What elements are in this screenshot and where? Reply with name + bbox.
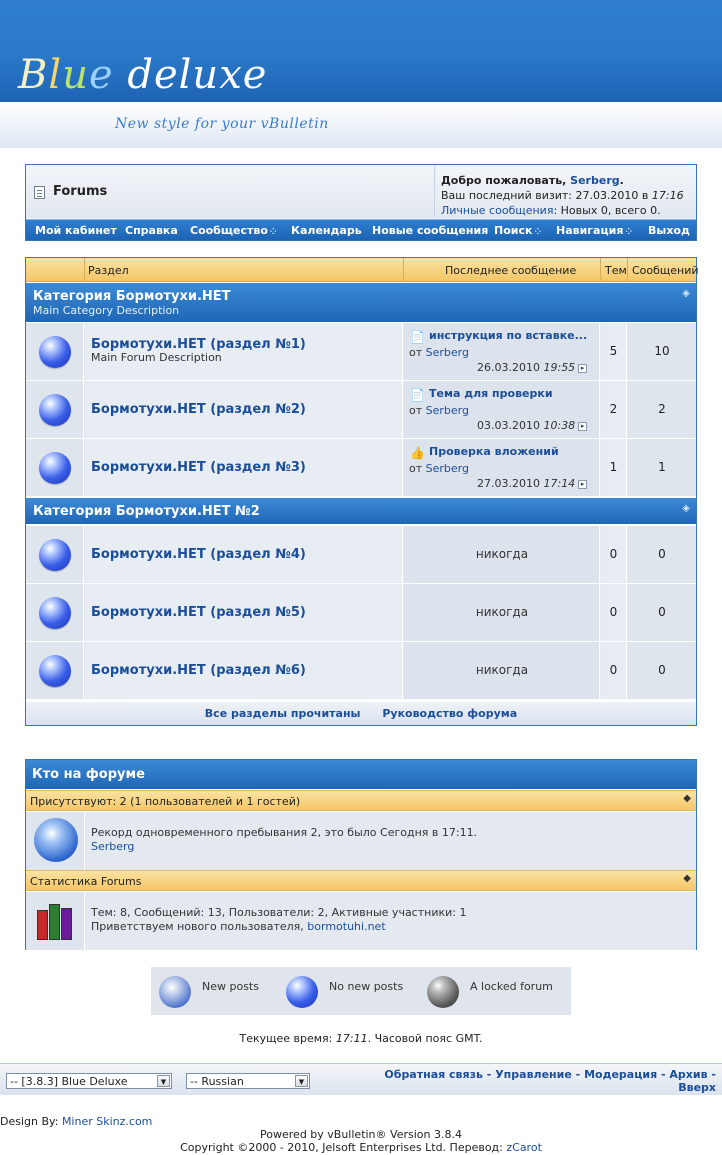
online-users-panel [26, 812, 696, 870]
archive-link[interactable]: Архив [669, 1068, 708, 1081]
go-to-last-post-icon[interactable]: ▸ [578, 422, 587, 431]
time-value: 17:11 [335, 1032, 368, 1045]
forum-stats [91, 906, 466, 934]
never-text: никогда [475, 605, 529, 619]
new-posts-icon [159, 976, 191, 1008]
site-tagline: New style for your vBulletin [115, 116, 329, 132]
document-icon: 📄 [410, 388, 425, 402]
mark-all-read-link[interactable]: Все разделы прочитаны [204, 707, 361, 720]
post-count: 0 [628, 526, 696, 583]
last-visit-time: 17:16 [651, 189, 684, 202]
timezone-text: . Часовой пояс GMT. [367, 1032, 483, 1045]
no-new-posts-icon [39, 336, 71, 368]
nav-search-label: Поиск [494, 224, 533, 237]
go-to-last-post-icon[interactable]: ▸ [578, 364, 587, 373]
time-text: 17:14 [543, 477, 576, 490]
thread-count: 1 [601, 439, 627, 496]
forum-title-link[interactable]: Бормотухи.НЕТ (раздел №1) [91, 337, 306, 352]
post-count: 2 [628, 381, 696, 438]
welcome-suffix: . [619, 174, 624, 187]
last-post-user-link[interactable]: Serberg [425, 404, 469, 417]
last-post-title-link[interactable]: Проверка вложений [429, 445, 559, 458]
book-shape [49, 904, 60, 940]
chevron-down-icon: ▼ [157, 1075, 170, 1087]
footer-links: Обратная связь - Управление - Модерация - Архив - Вверх [384, 1068, 716, 1094]
forum-title-link[interactable]: Бормотухи.НЕТ (раздел №2) [91, 402, 306, 417]
forum-row [26, 584, 696, 642]
legend-locked-forum: A locked forum [470, 980, 553, 993]
newest-member-label: Приветствуем нового пользователя, [91, 920, 308, 933]
nav-calendar[interactable]: Календарь [291, 224, 362, 237]
forum-row [26, 526, 696, 584]
legend-no-new-posts: No new posts [329, 980, 404, 993]
forum-title-cell [85, 439, 403, 496]
dropdown-icon: ⁘ [534, 227, 542, 236]
breadcrumb [26, 165, 435, 218]
collapse-icon[interactable]: ◆ [683, 873, 691, 884]
thread-count: 2 [601, 381, 627, 438]
header-divider [84, 258, 85, 282]
nav-search[interactable] [494, 224, 541, 237]
style-chooser-select[interactable] [6, 1073, 172, 1089]
last-post-by [409, 404, 469, 417]
forum-list-table [25, 257, 697, 726]
collapse-icon[interactable]: ◈ [682, 288, 690, 299]
last-post-cell [404, 584, 600, 641]
online-count-bar [26, 790, 696, 811]
online-icon-cell [26, 812, 85, 870]
navbar-box [25, 164, 697, 241]
moderation-link[interactable]: Модерация [584, 1068, 658, 1081]
col-posts: Сообщений [632, 264, 699, 277]
logo-letter: B [18, 52, 49, 98]
books-stats-icon [35, 900, 75, 940]
language-chooser-value: -- Russian [190, 1075, 244, 1088]
nav-logout[interactable]: Выход [648, 224, 690, 237]
copyright-text: Copyright ©2000 - 2010, Jelsoft Enterprises Ltd. Перевод: [180, 1141, 507, 1154]
header-tagline-band [0, 102, 722, 148]
forum-status-cell [26, 642, 84, 699]
post-count: 1 [628, 439, 696, 496]
last-visit [441, 188, 696, 203]
forum-title-link[interactable]: Бормотухи.НЕТ (раздел №4) [91, 547, 306, 562]
forum-description: Main Forum Description [91, 351, 222, 364]
nav-community[interactable] [190, 224, 277, 237]
category-description: Main Category Description [33, 304, 180, 317]
stats-icon-cell [26, 892, 85, 950]
last-post-cell [404, 323, 600, 380]
last-post-date [477, 419, 587, 432]
logo-letter: e [88, 52, 114, 98]
post-count: 10 [628, 323, 696, 380]
col-forum: Раздел [88, 264, 129, 277]
go-to-last-post-icon[interactable]: ▸ [578, 480, 587, 489]
collapse-icon[interactable]: ◆ [683, 793, 691, 804]
nav-navigation-label: Навигация [556, 224, 624, 237]
forum-list-footer [26, 702, 696, 725]
stats-text: Тем: 8, Сообщений: 13, Пользователи: 2, Активные участники: 1 [91, 906, 467, 919]
forum-title-link[interactable]: Бормотухи.НЕТ (раздел №5) [91, 605, 306, 620]
no-new-posts-icon [39, 394, 71, 426]
site-logo[interactable] [18, 52, 267, 98]
contact-us-link[interactable]: Обратная связь [384, 1068, 483, 1081]
online-user-link[interactable]: Serberg [91, 840, 135, 853]
book-shape [61, 908, 72, 940]
users-online-icon [34, 818, 78, 862]
post-count: 0 [628, 642, 696, 699]
never-text: никогда [475, 547, 529, 561]
collapse-icon[interactable]: ◈ [682, 503, 690, 514]
category-header [26, 283, 696, 322]
whos-online-title[interactable]: Кто на форуме [26, 760, 696, 789]
online-record [91, 826, 477, 854]
admin-link[interactable]: Управление [495, 1068, 572, 1081]
by-label: от [409, 404, 423, 417]
nav-bar [26, 219, 696, 240]
by-label: от [409, 346, 423, 359]
welcome-line [441, 173, 696, 188]
forum-row [26, 381, 696, 439]
translator-link[interactable]: zCarot [506, 1141, 542, 1154]
time-text: 19:55 [543, 361, 576, 374]
newest-member [91, 920, 466, 934]
locked-forum-icon [427, 976, 459, 1008]
last-visit-text: Ваш последний визит: 27.03.2010 в [441, 189, 652, 202]
current-time [0, 1032, 722, 1045]
forum-title-link[interactable]: Бормотухи.НЕТ (раздел №3) [91, 460, 306, 475]
chevron-down-icon: ▼ [295, 1075, 308, 1087]
date-text: 27.03.2010 [477, 477, 540, 490]
last-post-cell [404, 381, 600, 438]
header-divider [627, 258, 628, 282]
col-threads: Тем [605, 264, 627, 277]
forum-row [26, 642, 696, 700]
book-shape [37, 910, 48, 940]
whos-online-box [25, 759, 697, 950]
forum-title-cell [85, 584, 403, 641]
thumbs-up-icon: 👍 [410, 446, 425, 460]
col-last-post: Последнее сообщение [445, 264, 577, 277]
forum-home-icon[interactable] [34, 186, 45, 199]
category-header [26, 498, 696, 524]
last-post-user-link[interactable]: Serberg [425, 462, 469, 475]
welcome-panel [436, 165, 696, 218]
forum-status-cell [26, 439, 84, 496]
forum-row [26, 323, 696, 381]
legend-new-posts: New posts [202, 980, 259, 993]
logo-letter: l [48, 52, 63, 98]
last-post-title-link[interactable]: инструкция по вставке... [429, 329, 588, 342]
thread-count: 0 [601, 642, 627, 699]
forum-row [26, 439, 696, 497]
category-title[interactable]: Категория Бормотухи.НЕТ №2 [33, 504, 260, 519]
nav-navigation[interactable] [556, 224, 632, 237]
stats-bar [26, 870, 696, 891]
header-divider [600, 258, 601, 282]
pm-count: : Новых 0, всего 0. [553, 204, 661, 217]
nav-user-cp[interactable]: Мой кабинет [35, 224, 117, 237]
copyright-block [0, 1128, 722, 1154]
style-chooser-value: -- [3.8.3] Blue Deluxe [10, 1075, 128, 1088]
by-label: от [409, 462, 423, 475]
forum-status-cell [26, 381, 84, 438]
forum-leaders-link[interactable]: Руководство форума [382, 707, 518, 720]
forum-status-cell [26, 526, 84, 583]
private-messages-link[interactable]: Личные сообщения [441, 204, 554, 217]
online-count[interactable]: Присутствуют: 2 (1 пользователей и 1 гостей) [30, 795, 301, 808]
document-icon: 📄 [410, 330, 425, 344]
stats-panel [26, 892, 696, 950]
icon-legend [151, 967, 571, 1015]
forum-status-cell [26, 584, 84, 641]
table-header [26, 258, 699, 282]
no-new-posts-icon [39, 655, 71, 687]
thread-count: 5 [601, 323, 627, 380]
dropdown-icon: ⁘ [269, 227, 277, 236]
forum-status-cell [26, 323, 84, 380]
forum-title-cell [85, 526, 403, 583]
never-text: никогда [475, 663, 529, 677]
powered-by: Powered by vBulletin® Version 3.8.4 [260, 1128, 462, 1141]
design-label: Design By: [0, 1115, 62, 1128]
forum-title-cell [85, 642, 403, 699]
stats-title: Статистика Forums [30, 875, 142, 888]
copyright [0, 1141, 722, 1154]
dropdown-icon: ⁘ [625, 227, 633, 236]
nav-faq[interactable]: Справка [125, 224, 178, 237]
date-text: 26.03.2010 [477, 361, 540, 374]
last-post-date [477, 477, 587, 490]
designer-link[interactable]: Miner Skinz.com [61, 1115, 153, 1128]
nav-community-label: Сообщество [190, 224, 268, 237]
logo-word: deluxe [113, 52, 268, 98]
logo-letter: u [62, 52, 89, 98]
thread-count: 0 [601, 584, 627, 641]
forum-title-cell [85, 381, 403, 438]
header-divider [403, 258, 404, 282]
last-post-cell [404, 642, 600, 699]
forum-title-cell [85, 323, 403, 380]
no-new-posts-icon [39, 597, 71, 629]
last-post-cell [404, 439, 600, 496]
pm-line [441, 203, 696, 218]
welcome-text: Добро пожаловать, [441, 174, 571, 187]
no-new-posts-icon [39, 452, 71, 484]
last-post-date [477, 361, 587, 374]
back-to-top-link[interactable]: Вверх [678, 1081, 716, 1094]
last-post-user-link[interactable]: Serberg [425, 346, 469, 359]
last-post-by [409, 462, 469, 475]
last-post-cell [404, 526, 600, 583]
last-post-title-link[interactable]: Тема для проверки [429, 387, 553, 400]
footer-bar [0, 1063, 722, 1095]
forum-title-link[interactable]: Бормотухи.НЕТ (раздел №6) [91, 663, 306, 678]
page-title: Forums [53, 184, 108, 199]
time-label: Текущее время: [239, 1032, 336, 1045]
post-count: 0 [628, 584, 696, 641]
no-new-posts-icon [286, 976, 318, 1008]
design-credit [0, 1115, 152, 1128]
username-link[interactable]: Serberg [570, 174, 620, 187]
no-new-posts-icon [39, 539, 71, 571]
record-text: Рекорд одновременного пребывания 2, это было Сегодня в 17:11. [91, 826, 478, 839]
language-chooser-select[interactable] [186, 1073, 310, 1089]
thread-count: 0 [601, 526, 627, 583]
time-text: 10:38 [543, 419, 576, 432]
last-post-by [409, 346, 469, 359]
newest-member-link[interactable]: bormotuhi.net [307, 920, 386, 933]
category-title[interactable]: Категория Бормотухи.НЕТ [33, 289, 231, 304]
nav-new-posts[interactable]: Новые сообщения [372, 224, 489, 237]
date-text: 03.03.2010 [477, 419, 540, 432]
